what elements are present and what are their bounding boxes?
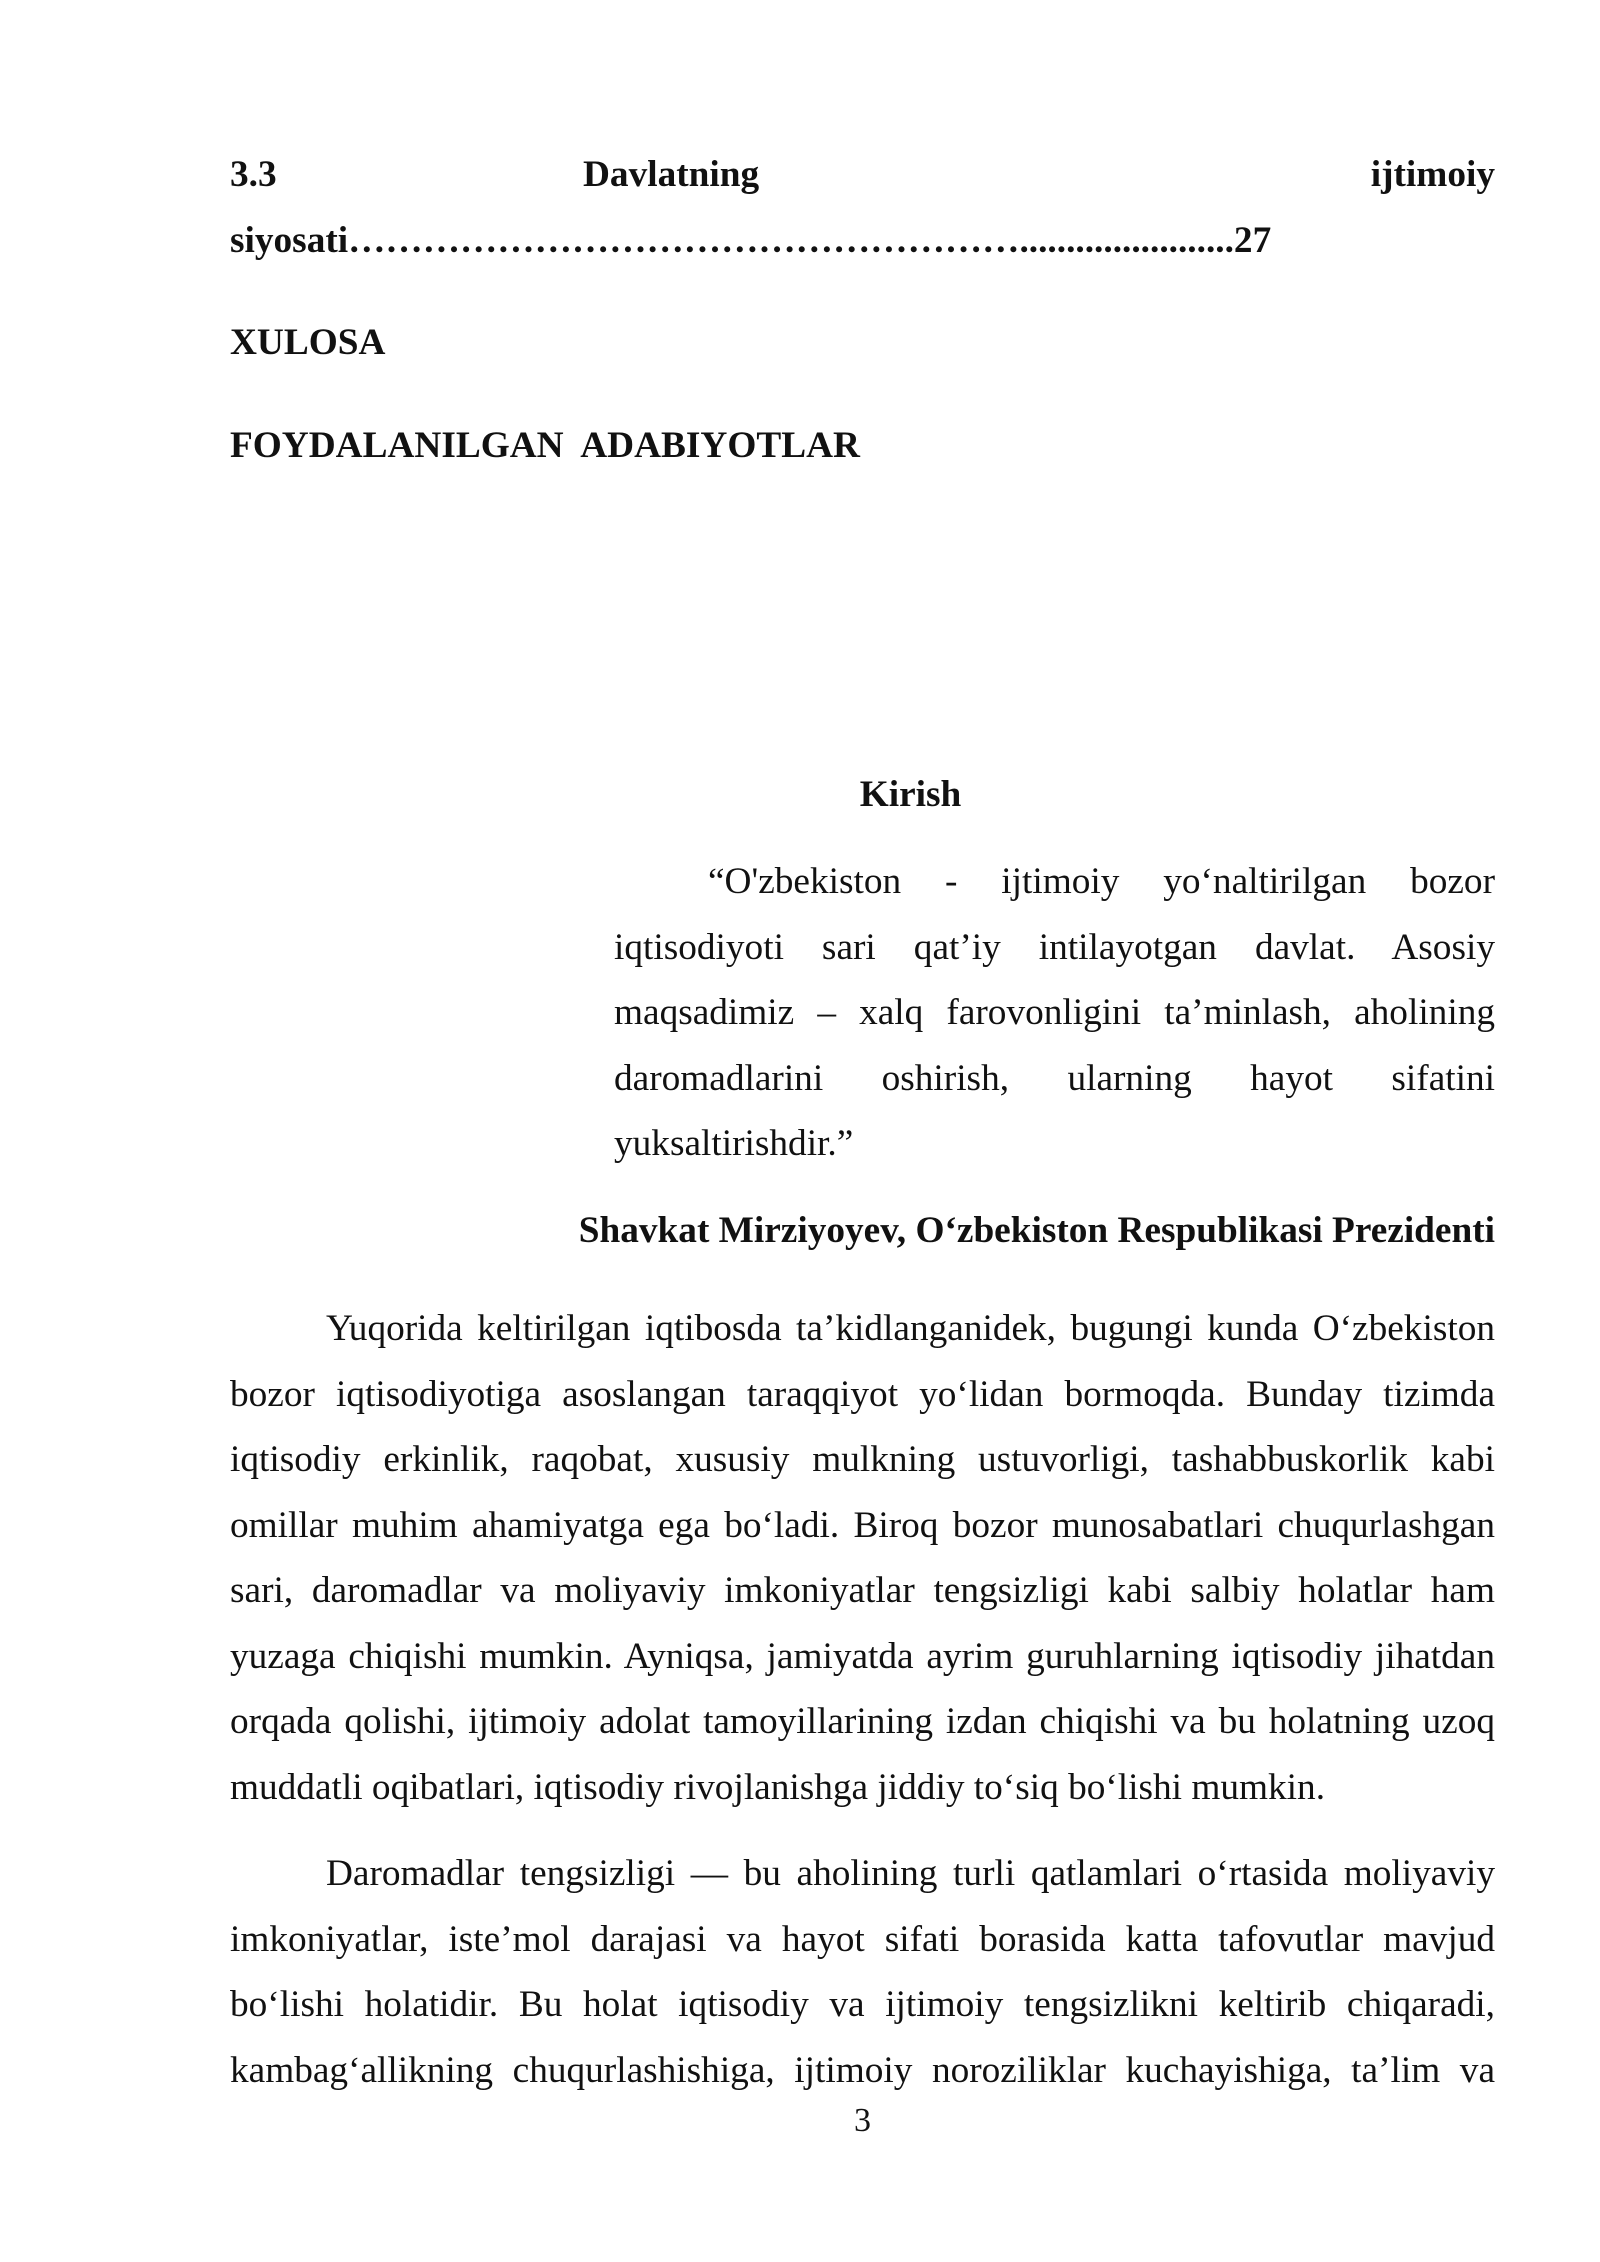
body-paragraph-1 bbox=[230, 1296, 1495, 1820]
paragraph-line: muddatli oqibatlari, iqtisodiy rivojlanishga jiddiy to‘siq bo‘lishi mumkin. bbox=[230, 1766, 1326, 1808]
paragraph-line: yuzaga chiqishi mumkin. Ayniqsa, jamiyatda ayrim guruhlarning iqtisodiy jihatdan bbox=[230, 1635, 1495, 1677]
section-heading-xulosa: XULOSA bbox=[230, 322, 386, 363]
quote-attribution: Shavkat Mirziyoyev, O‘zbekiston Respublikasi Prezidenti bbox=[578, 1210, 1495, 1251]
quote-line: daromadlarini oshirish, ularning hayot sifatini bbox=[614, 1057, 1495, 1099]
section-heading-references: FOYDALANILGAN ADABIYOTLAR bbox=[230, 425, 860, 466]
kirish-heading: Kirish bbox=[859, 774, 962, 815]
toc-title-word-2: ijtimoiy bbox=[1370, 154, 1495, 195]
paragraph-line: iqtisodiy erkinlik, raqobat, xususiy mulkning ustuvorligi, tashabbuskorlik kabi bbox=[230, 1439, 1495, 1480]
quote-line: iqtisodiyoti sari qat’iy intilayotgan davlat. Asosiy bbox=[614, 926, 1495, 968]
paragraph-line: omillar muhim ahamiyatga ega bo‘ladi. Biroq bozor munosabatlari chuqurlashgan bbox=[230, 1504, 1495, 1546]
paragraph-line: Yuqorida keltirilgan iqtibosda ta’kidlanganidek, bugungi kunda O‘zbekiston bbox=[326, 1308, 1495, 1349]
paragraph-line: imkoniyatlar, iste’mol darajasi va hayot sifati borasida katta tafovutlar mavjud bbox=[230, 1918, 1495, 1960]
quote-line: maqsadimiz – xalq farovonligini ta’minlash, aholining bbox=[614, 992, 1495, 1033]
paragraph-line: kambag‘allikning chuqurlashishiga, ijtimoiy noroziliklar kuchayishiga, ta’lim va bbox=[230, 2049, 1495, 2091]
paragraph-line: sari, daromadlar va moliyaviy imkoniyatlar tengsizligi kabi salbiy holatlar ham bbox=[230, 1570, 1495, 1611]
paragraph-line: orqada qolishi, ijtimoiy adolat tamoyillarining izdan chiqishi va bu holatning uzoq bbox=[230, 1701, 1495, 1742]
toc-title-word-1: Davlatning bbox=[583, 154, 760, 195]
paragraph-line: Daromadlar tengsizligi — bu aholining turli qatlamlari o‘rtasida moliyaviy bbox=[326, 1853, 1495, 1894]
paragraph-line: bo‘lishi holatidir. Bu holat iqtisodiy va ijtimoiy tengsizlikni keltirib chiqaradi, bbox=[230, 1984, 1495, 2025]
body-paragraph-2 bbox=[230, 1841, 1495, 2103]
page-number: 3 bbox=[854, 2102, 871, 2139]
quote-line: yuksaltirishdir.” bbox=[614, 1123, 854, 1164]
epigraph-quote bbox=[614, 849, 1495, 1177]
paragraph-line: bozor iqtisodiyotiga asoslangan taraqqiyot yo‘lidan bormoqda. Bunday tizimda bbox=[230, 1373, 1495, 1415]
toc-number: 3.3 bbox=[230, 154, 277, 195]
toc-entry-line-2: siyosati……………………………………………….......................27 bbox=[230, 219, 1272, 261]
quote-line: “O'zbekiston - ijtimoiy yo‘naltirilgan bozor bbox=[708, 861, 1495, 902]
toc-entry-line-1 bbox=[230, 142, 1495, 208]
toc-entry bbox=[230, 142, 1495, 273]
